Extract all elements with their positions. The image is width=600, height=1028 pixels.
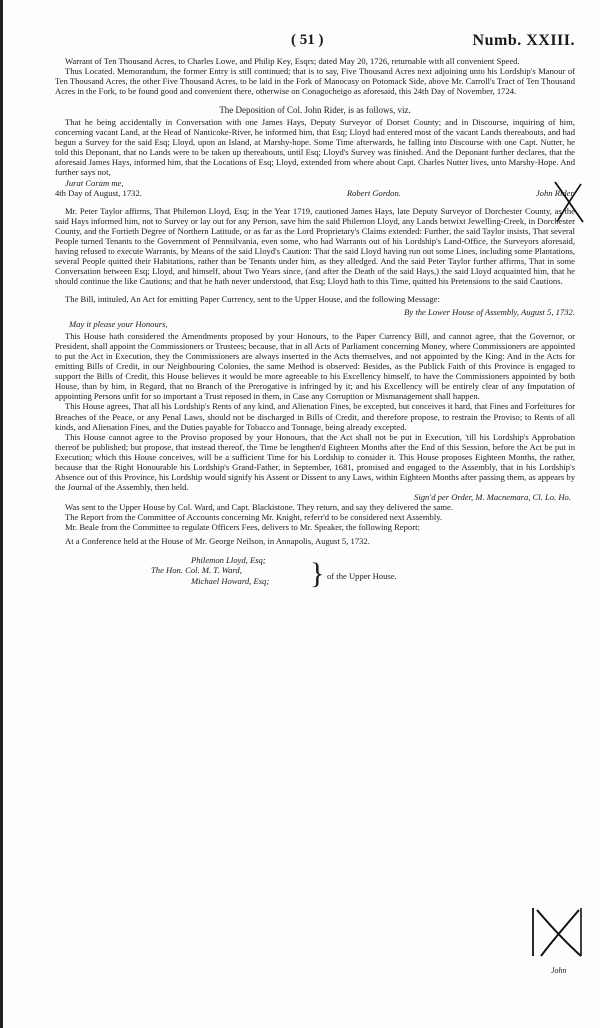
upper-house-label: of the Upper House. [327,570,397,581]
attendee-2: The Hon. Col. M. T. Ward, [151,565,242,576]
document-body [55,56,575,605]
beale-paragraph: Mr. Beale from the Committee to regulate Officers Fees, delivers to Mr. Speaker, the following Report: [65,522,420,533]
jurat-line: Jurat Coram me, [65,177,124,188]
signer-john-rider: John Rider. [535,187,575,198]
lower-house-line: By the Lower House of Assembly, August 5, 1732. [404,307,575,318]
house-paragraph-3: This House cannot agree to the Proviso proposed by your Honours, that the Act shall not be put in Execution, 'till his Lordship's Approbation thereof be published; but propose, that instead thereof, the Time be lengthen'd Eighteen Months after the End of this Session, before the Act be put in Execution; which this House conceives, will be a sufficient Time for his Lordship to consider it. This House proposes Eighteen Months, the rather, because that the Right Honourable his Lordship's Grand-Father, in September, 1681, promised and engaged to the Assembly, that in his Lordship's Absence out of this Province, his Lordship would signify his Assent or Dissent to any Laws, within Eighteen Months after passing them, as appears by the Journal of the Assembly, then held. [55,431,575,492]
taylor-paragraph: Mr. Peter Taylor affirms, That Philemon Lloyd, Esq; in the Year 1719, cautioned James Hays, late Deputy Surveyor of Dorchester County, as the said Hays informed him, not to Survey or lay out for any Person, save him the said Philemon Lloyd, any Lands betwixt Jewelling-Creek, in Dorchester County, and the Fortieth Degree of Northern Latitude, or as far as the Lord Proprietary's Claims extended: Further, the said Taylor insists, That several People turned Tenants to the Government of Pennsilvania, even some, who had Warrants out of his Lordship's Land-Office, the Surveyors aforesaid, having refused to execute Warrants, by Means of the said Lloyd's Caution: That the said Lloyd having run out some Lines, including some Plantations, several People quitted their Habitations, rather than be Tenants under him, as they alledged. And the said Peter Taylor further affirms, That in some Conversation between Esq; Lloyd, and himself, about Two Years since, (and after the Death of the said Hays,) the said Lloyd acquainted him, that he should continue the like Cautions; and that he hath never understood, that Esq; Lloyd hath to this Time, quitted his Pretensions to the said Cautions. [55,205,575,286]
attendee-names [151,555,269,587]
page-header [3,32,600,54]
number-heading: Numb. XXIII. [472,32,575,49]
house-paragraph-2: This House agrees, That all his Lordship's Rents of any kind, and Alienation Fines, be excepted, but conceives it hard, that Fines and Forfeitures for Breaches of the Peace, or any Penal Laws, should not be discharged in Bills of Credit, and therefore propose, to restrain the Proviso; to Rents of all kinds, and Alienation Fines, and the Duties payable for Tobacco and Tonnage, being already excepted. [55,401,575,432]
signed-order-line: Sign'd per Order, M. Macnemara, Cl. Lo. Ho. [414,491,571,502]
location-paragraph: Thus Located. Memorandum, the former Entry is still continued; that is to say, Five Thousand Acres next adjoining unto his Lordship's Manour of Ten Thousand Acres, the other Five Thousand Acres, to be laid in the Fork of Manocasy on Potomack Side, above Mr. Carroll's Tract of Ten Thousand Acres in the Fork, to be found good and convenient there, otherwise on Conagocheigo as aforesaid, this 24th Day of November, 1724. [55,66,575,97]
report-paragraph: The Report from the Committee of Accounts concerning Mr. Knight, referr'd to be considered next Assembly. [65,511,443,522]
brace-icon: } [310,556,325,590]
signer-robert-gordon: Robert Gordon. [346,187,401,198]
margin-cross-mark-icon [551,178,587,226]
warrant-paragraph: Warrant of Ten Thousand Acres, to Charles Lowe, and Philip Key, Esqrs; dated May 20, 1726, returnable with all convenient Speed. [65,56,520,66]
conference-line: At a Conference held at the House of Mr. George Neilson, in Annapolis, August 5, 1732. [65,536,370,547]
salutation: May it please your Honours, [69,319,168,330]
bill-paragraph: The Bill, intituled, An Act for emitting Paper Currency, sent to the Upper House, and the following Message: [65,293,440,304]
deposition-signatures [55,188,575,198]
deposition-paragraph: That he being accidentally in Conversation with one James Hays, Deputy Surveyor of Dorset County; and in Discourse, inquiring of him, concerning vacant Land, at the Head of Nanticoke-River, he informed him, that Esq; Lloyd had entered most of the vacant Lands thereabouts, and had begun a Survey for the said Esq; Lloyd, upon an Island, at Marshy-hope. Some Time afterwards, he falling into Discourse with one Capt. Nutter, he told this Deponant, that no Lands were to be taken up thereabouts, until Esq; Lloyd's Survey was finished. And the Deponant further declares, that the aforesaid James Hays, informed him, that the Locations of Esq; Lloyd, extended from where about Capt. Charles Nutter lives, unto Marshy-Hope. And further says not, [55,117,575,178]
sent-upper-paragraph: Was sent to the Upper House by Col. Ward, and Capt. Blackistone. They return, and say they delivered the same. [65,501,454,512]
deposition-heading: The Deposition of Col. John Rider, is as follows, viz. [219,105,411,116]
margin-note: John [551,966,567,975]
attendee-1: Philemon Lloyd, Esq; [191,554,266,565]
conference-attendees [55,555,575,605]
page-number: ( 51 ) [291,32,324,48]
date-signed: 4th Day of August, 1732. [55,187,142,198]
attendee-3: Michael Howard, Esq; [191,575,270,586]
house-paragraph-1: This House hath considered the Amendments proposed by your Honours, to the Paper Currency Bill, and cannot agree, that the Governor, or President, shall appoint the Commissioners or Trustees; because, that in all Acts of Parliament concerning Money, where Commissioners are appointed to put the Act in Execution, they the Commissioners are always inserted in the Acts themselves, and not appointed by the King: And in the Acts for emitting Bills of Credit, in our Neighbouring Colonies, the same Method is observed: Besides, as the Publick Faith of this Province is engaged to support the Bills of Credit, this House believes it would be more agreeable to his Excellency himself, to have the Commissioners appointed by both House, than by him, in Regard, that no Branch of the Prerogative is infringed by it; and his Excellency will be entirely clear of any Imputation of appointing Persons unfit for so important a Trust reposed in them, in Case any Corruption or Mismanagement shall happen. [55,331,575,402]
handwritten-cross-mark-icon [529,906,585,960]
